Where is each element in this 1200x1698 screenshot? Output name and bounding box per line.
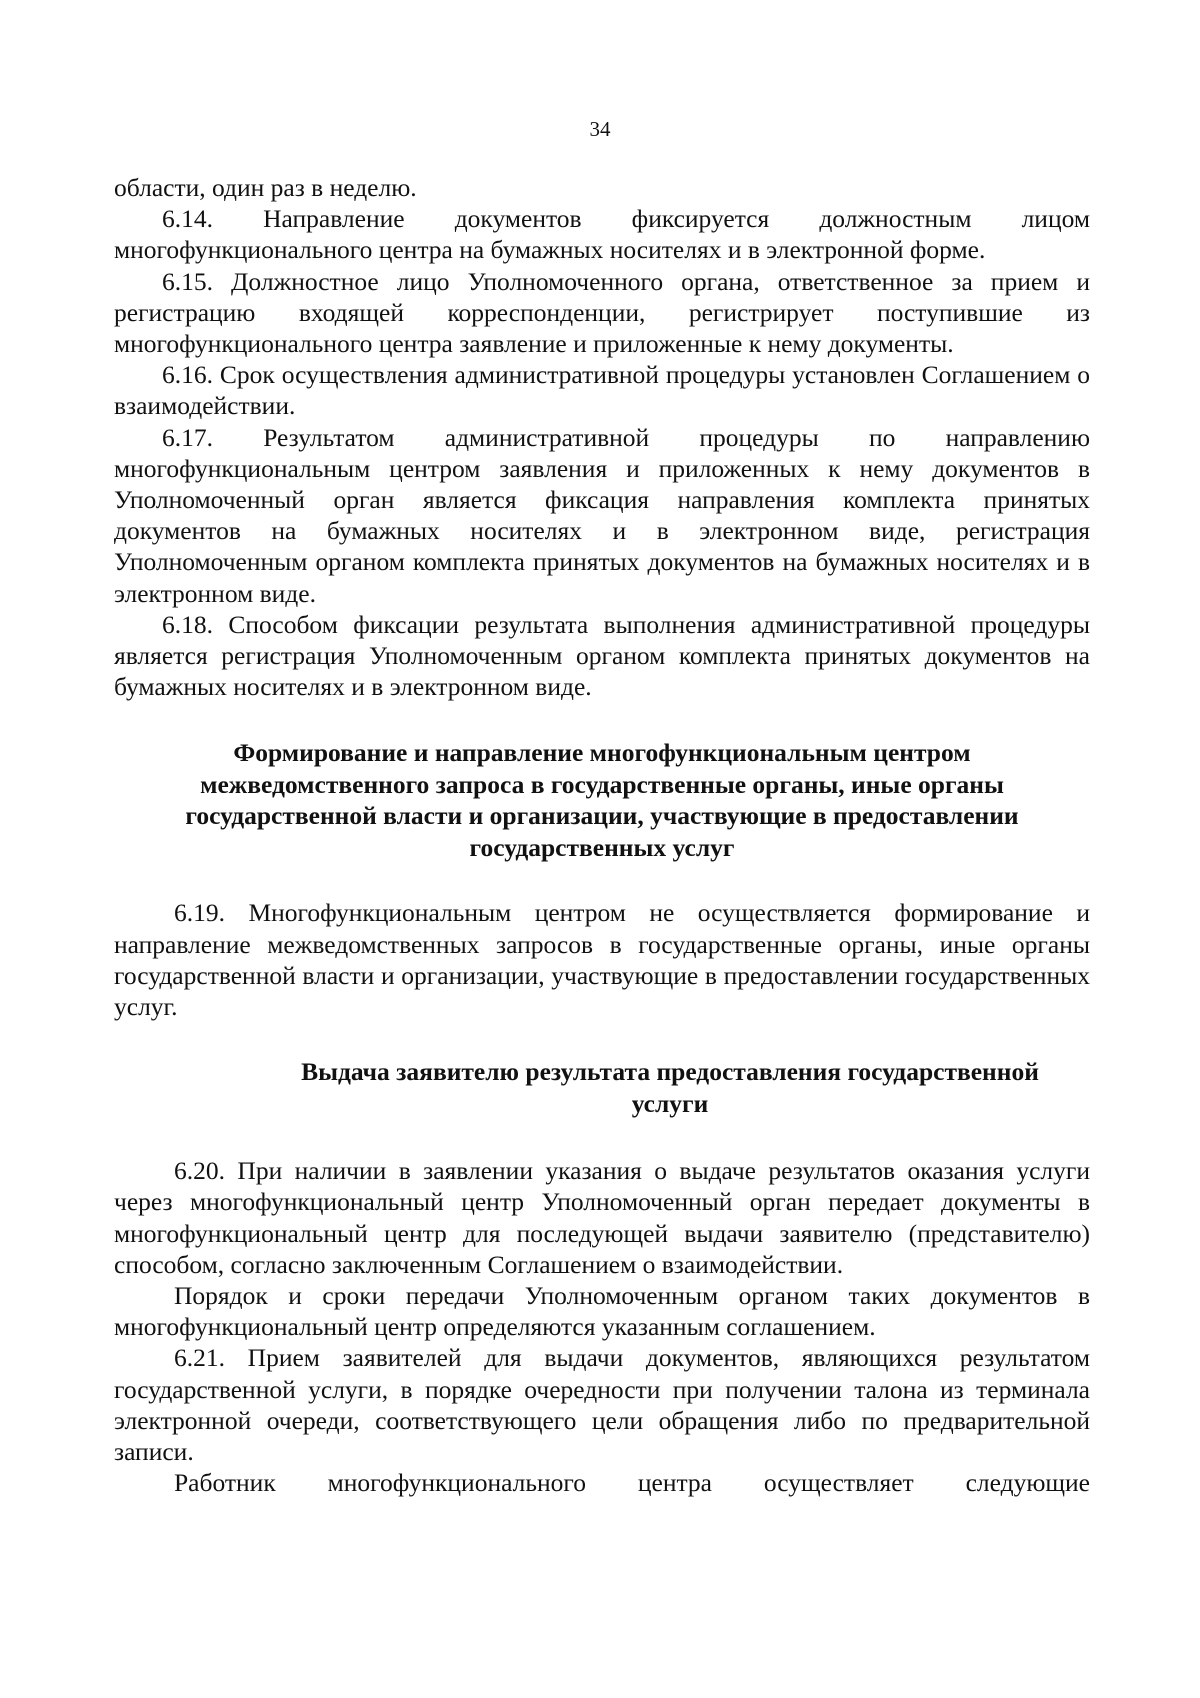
paragraph-6-18: 6.18. Способом фиксации результата выполнения административной процедуры является регистрация Уполномоченным органом комплекта принятых документов на бумажных носителях и в электронном виде. — [114, 609, 1090, 702]
paragraph-6-16: 6.16. Срок осуществления административной процедуры установлен Соглашением о взаимодействии. — [114, 360, 1090, 421]
heading-line: Формирование и направление многофункциональным центром — [233, 738, 971, 768]
section-heading-result-issuance — [114, 1056, 1090, 1119]
heading-line: государственной власти и организации, участвующие в предоставлении — [185, 801, 1019, 831]
paragraph-6-21: 6.21. Прием заявителей для выдачи документов, являющихся результатом государственной услуги, в порядке очередности при получении талона из терминала электронной очереди, соответствующего цели обращения либо по предварительной записи. — [114, 1343, 1090, 1467]
section-heading-interagency-request — [114, 737, 1090, 863]
heading-line: Выдача заявителю результата предоставления государственной — [301, 1057, 1039, 1087]
paragraph-transfer-terms: Порядок и сроки передачи Уполномоченным органом таких документов в многофункциональный центр определяются указанным соглашением. — [114, 1281, 1090, 1342]
document-body — [114, 172, 1090, 1499]
heading-line: услуги — [631, 1088, 709, 1118]
paragraph-6-20: 6.20. При наличии в заявлении указания о выдаче результатов оказания услуги через многофункциональный центр Уполномоченный орган передает документы в многофункциональный центр для последующей выдачи заявителю (представителю) способом, согласно заключенным Соглашением о взаимодействии. — [114, 1156, 1090, 1279]
paragraph-6-14: 6.14. Направление документов фиксируется должностным лицом многофункционального центра на бумажных носителях и в электронной форме. — [114, 204, 1090, 265]
page-number: 34 — [589, 117, 611, 141]
heading-line: межведомственного запроса в государственные органы, иные органы — [200, 769, 1004, 799]
paragraph-6-15: 6.15. Должностное лицо Уполномоченного органа, ответственное за прием и регистрацию входящей корреспонденции, регистрирует поступившие из многофункционального центра заявление и приложенные к нему документы. — [114, 266, 1090, 359]
paragraph-employee-actions: Работник многофункционального центра осуществляет следующие — [174, 1468, 1090, 1498]
paragraph-6-19: 6.19. Многофункциональным центром не осуществляется формирование и направление межведомственных запросов в государственные органы, иные органы государственной власти и организации, участвующие в предоставлении государственных услуг. — [114, 898, 1090, 1022]
heading-line: государственных услуг — [469, 832, 735, 862]
paragraph-continuation: области, один раз в неделю. — [114, 173, 417, 202]
paragraph-6-17: 6.17. Результатом административной процедуры по направлению многофункциональным центром заявления и приложенных к нему документов в Уполномоченный орган является фиксация направления комплекта принятых документов на бумажных носителях и в электронном виде, регистрация Уполномоченным органом комплекта принятых документов на бумажных носителях и в электронном виде. — [114, 422, 1090, 608]
